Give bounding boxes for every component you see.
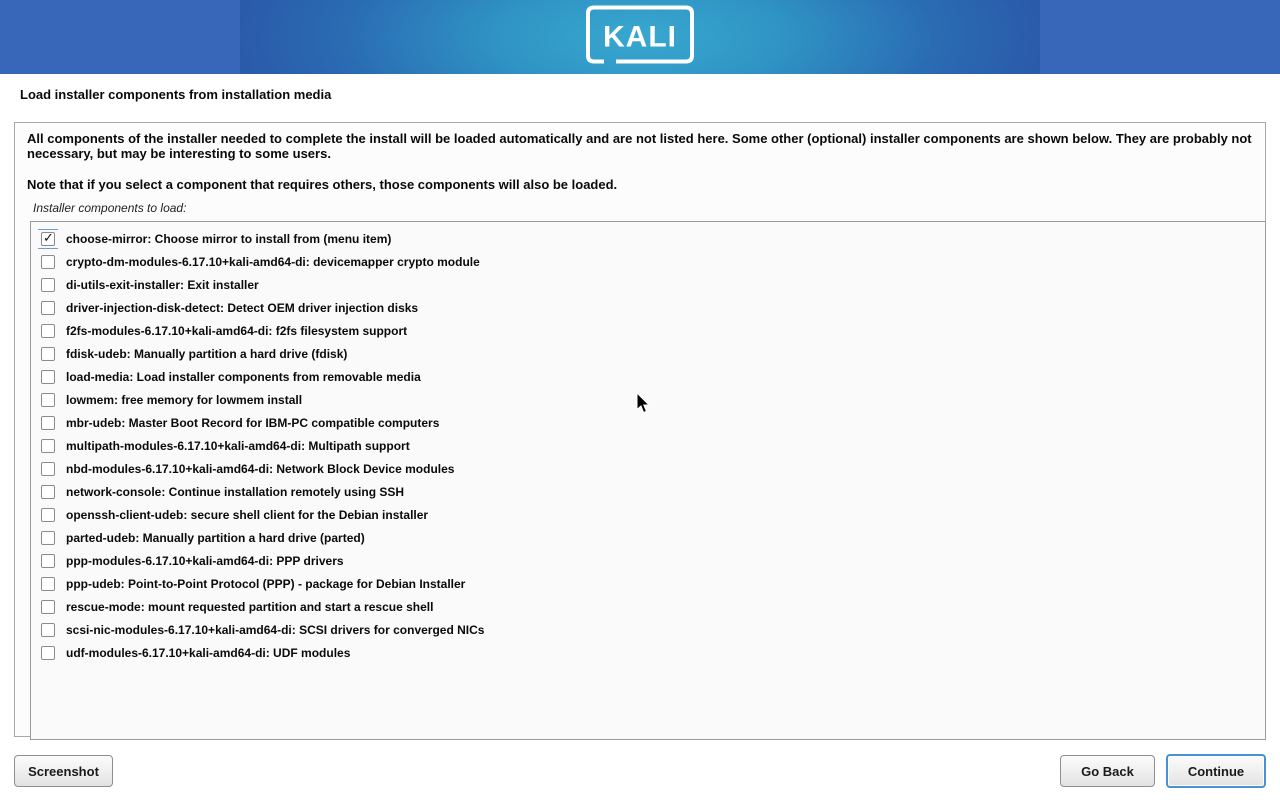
component-row[interactable] bbox=[31, 411, 1265, 434]
component-checkbox[interactable] bbox=[41, 485, 55, 499]
kali-logo-text: KALI bbox=[603, 20, 677, 54]
component-label: nbd-modules-6.17.10+kali-amd64-di: Network Block Device modules bbox=[66, 461, 455, 476]
component-row[interactable] bbox=[31, 503, 1265, 526]
header-banner bbox=[0, 0, 1280, 74]
component-row[interactable] bbox=[31, 273, 1265, 296]
component-checkbox-cell bbox=[38, 459, 58, 479]
component-row[interactable] bbox=[31, 595, 1265, 618]
components-list bbox=[30, 221, 1266, 740]
component-label: udf-modules-6.17.10+kali-amd64-di: UDF modules bbox=[66, 645, 351, 660]
component-checkbox[interactable] bbox=[41, 646, 55, 660]
continue-button[interactable]: Continue bbox=[1166, 754, 1266, 788]
component-checkbox[interactable] bbox=[41, 393, 55, 407]
component-checkbox[interactable] bbox=[41, 623, 55, 637]
component-label: ppp-udeb: Point-to-Point Protocol (PPP) - package for Debian Installer bbox=[66, 576, 466, 591]
component-checkbox[interactable] bbox=[41, 462, 55, 476]
intro-paragraph-2: Note that if you select a component that requires others, those components will also be loaded. bbox=[27, 177, 618, 192]
component-row[interactable] bbox=[31, 434, 1265, 457]
component-row[interactable] bbox=[31, 480, 1265, 503]
page-title: Load installer components from installation media bbox=[20, 87, 332, 102]
screenshot-button[interactable]: Screenshot bbox=[14, 755, 113, 787]
component-checkbox-cell bbox=[38, 275, 58, 295]
component-row[interactable] bbox=[31, 342, 1265, 365]
component-checkbox-cell bbox=[38, 298, 58, 318]
component-label: choose-mirror: Choose mirror to install from (menu item) bbox=[66, 231, 392, 246]
component-checkbox[interactable] bbox=[41, 600, 55, 614]
component-label: scsi-nic-modules-6.17.10+kali-amd64-di: SCSI drivers for converged NICs bbox=[66, 622, 485, 637]
kali-logo-frame-icon bbox=[582, 4, 698, 66]
component-row[interactable] bbox=[31, 365, 1265, 388]
component-checkbox[interactable] bbox=[41, 577, 55, 591]
component-checkbox-cell bbox=[38, 390, 58, 410]
kali-logo bbox=[582, 4, 698, 71]
component-checkbox-cell bbox=[38, 528, 58, 548]
component-checkbox-cell bbox=[38, 643, 58, 663]
component-row[interactable] bbox=[31, 319, 1265, 342]
component-checkbox[interactable] bbox=[41, 255, 55, 269]
component-label: f2fs-modules-6.17.10+kali-amd64-di: f2fs filesystem support bbox=[66, 323, 408, 338]
component-checkbox-cell bbox=[38, 482, 58, 502]
component-checkbox[interactable] bbox=[41, 416, 55, 430]
component-row[interactable] bbox=[31, 526, 1265, 549]
component-checkbox-cell bbox=[38, 436, 58, 456]
component-row[interactable] bbox=[31, 641, 1265, 664]
component-row[interactable] bbox=[31, 250, 1265, 273]
content-box bbox=[14, 122, 1266, 737]
component-label: parted-udeb: Manually partition a hard drive (parted) bbox=[66, 530, 365, 545]
component-checkbox-cell bbox=[38, 229, 58, 249]
component-checkbox[interactable] bbox=[41, 508, 55, 522]
intro-paragraph-1: All components of the installer needed to complete the install will be loaded automatically and are not listed here. Some other (optional) installer components are shown below. They are probably not necessary, but may be interesting to some users. bbox=[27, 131, 1252, 161]
component-checkbox[interactable] bbox=[41, 324, 55, 338]
component-row[interactable] bbox=[31, 618, 1265, 641]
component-checkbox[interactable] bbox=[41, 554, 55, 568]
component-checkbox-cell bbox=[38, 252, 58, 272]
component-checkbox[interactable] bbox=[41, 370, 55, 384]
component-checkbox[interactable] bbox=[41, 347, 55, 361]
component-label: lowmem: free memory for lowmem install bbox=[66, 392, 303, 407]
component-checkbox-cell bbox=[38, 344, 58, 364]
component-checkbox-cell bbox=[38, 505, 58, 525]
component-label: crypto-dm-modules-6.17.10+kali-amd64-di: devicemapper crypto module bbox=[66, 254, 480, 269]
component-row[interactable] bbox=[31, 572, 1265, 595]
component-label: load-media: Load installer components from removable media bbox=[66, 369, 421, 384]
component-row[interactable] bbox=[31, 549, 1265, 572]
component-row[interactable] bbox=[31, 388, 1265, 411]
go-back-button[interactable]: Go Back bbox=[1060, 755, 1155, 787]
component-checkbox[interactable] bbox=[41, 531, 55, 545]
component-label: ppp-modules-6.17.10+kali-amd64-di: PPP drivers bbox=[66, 553, 344, 568]
component-checkbox-cell bbox=[38, 620, 58, 640]
component-label: di-utils-exit-installer: Exit installer bbox=[66, 277, 259, 292]
component-checkbox-cell bbox=[38, 551, 58, 571]
component-label: fdisk-udeb: Manually partition a hard drive (fdisk) bbox=[66, 346, 348, 361]
components-list-label: Installer components to load: bbox=[33, 201, 187, 215]
component-checkbox-cell bbox=[38, 321, 58, 341]
component-checkbox[interactable] bbox=[41, 301, 55, 315]
component-checkbox-cell bbox=[38, 367, 58, 387]
component-checkbox[interactable] bbox=[41, 439, 55, 453]
component-label: openssh-client-udeb: secure shell client for the Debian installer bbox=[66, 507, 429, 522]
component-row[interactable] bbox=[31, 457, 1265, 480]
component-row[interactable] bbox=[31, 296, 1265, 319]
component-checkbox-cell bbox=[38, 597, 58, 617]
component-checkbox[interactable] bbox=[41, 278, 55, 292]
component-checkbox[interactable] bbox=[41, 232, 55, 246]
component-label: driver-injection-disk-detect: Detect OEM driver injection disks bbox=[66, 300, 419, 315]
component-checkbox-cell bbox=[38, 574, 58, 594]
component-row[interactable] bbox=[31, 227, 1265, 250]
component-label: network-console: Continue installation remotely using SSH bbox=[66, 484, 405, 499]
component-label: multipath-modules-6.17.10+kali-amd64-di: Multipath support bbox=[66, 438, 410, 453]
component-label: mbr-udeb: Master Boot Record for IBM-PC compatible computers bbox=[66, 415, 440, 430]
component-checkbox-cell bbox=[38, 413, 58, 433]
component-label: rescue-mode: mount requested partition and start a rescue shell bbox=[66, 599, 434, 614]
